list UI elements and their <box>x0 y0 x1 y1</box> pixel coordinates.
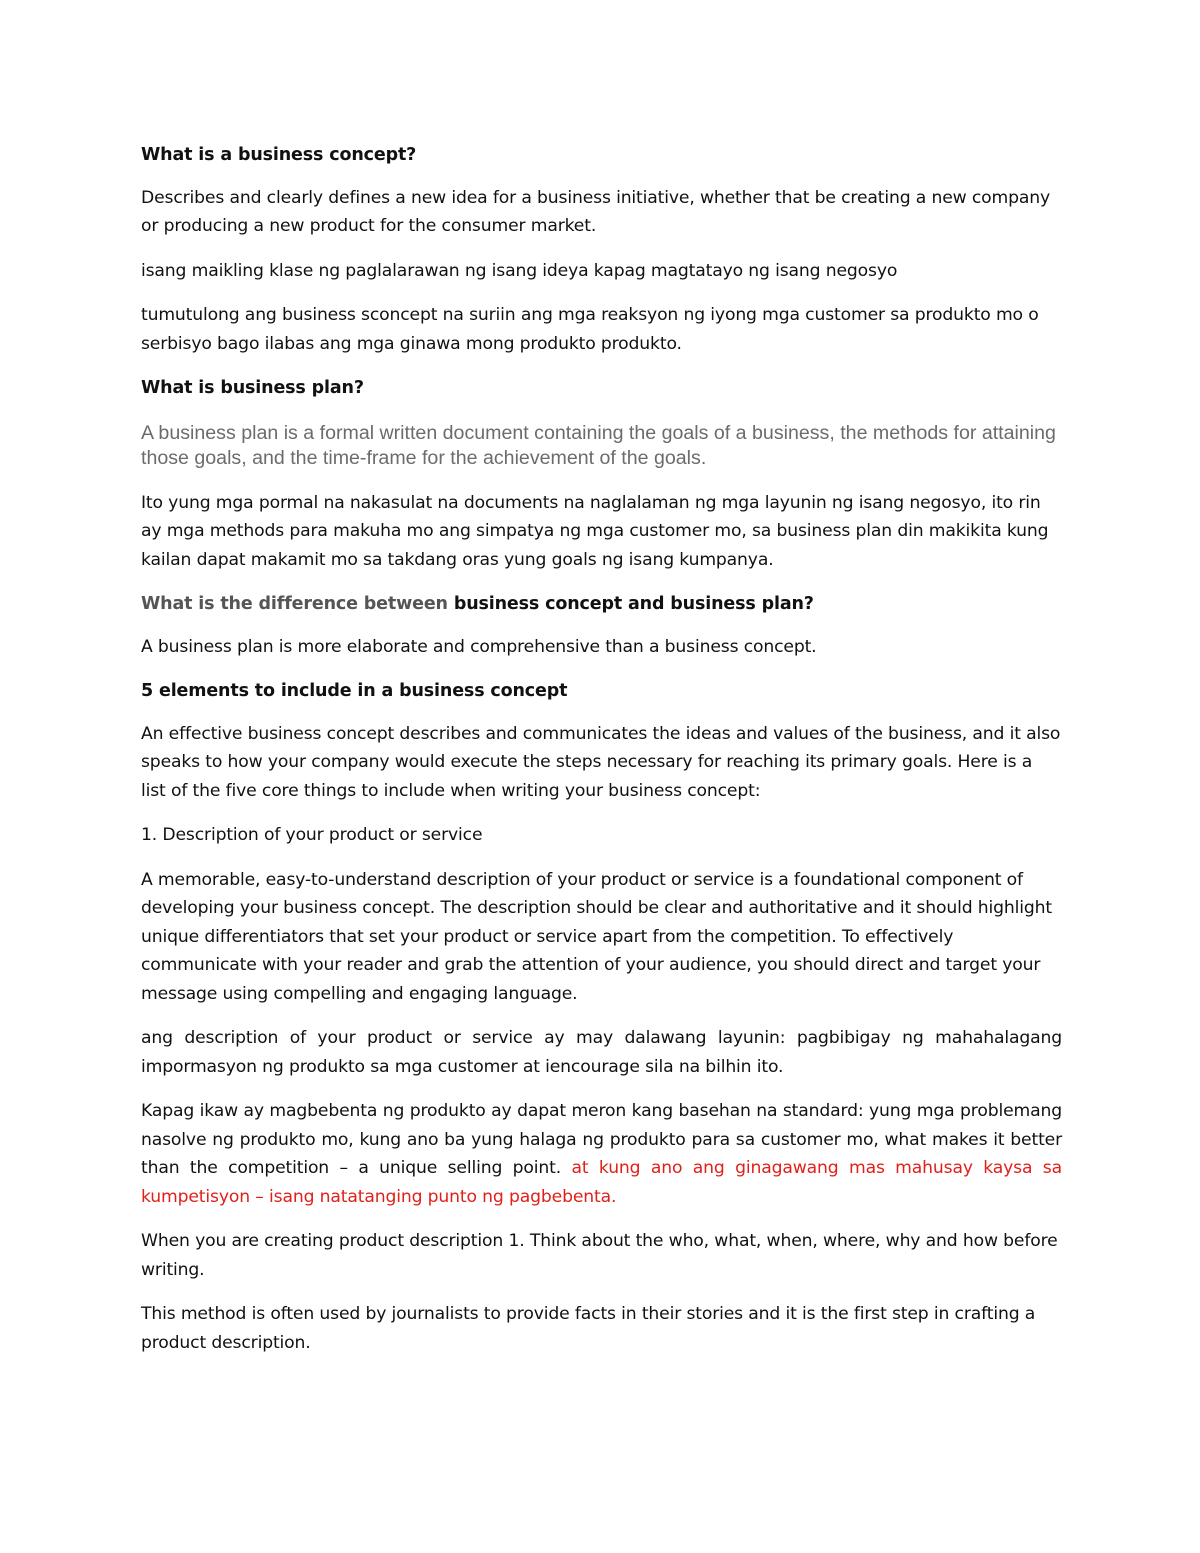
elements-intro: An effective business concept describes and communicates the ideas and values of the business, and it also speaks to how your company would execute the steps necessary for reaching its primary goals. Here is a list of the five core things to include when writing your business concept: <box>141 723 1061 801</box>
heading-difference-tail: business concept and business plan? <box>453 594 814 614</box>
concept-definition-tagalog: isang maikling klase ng paglalarawan ng isang ideya kapag magtatayo ng isang negosyo <box>141 260 898 281</box>
document-body <box>141 141 1062 1373</box>
selling-point-translation: at kung ano ang ginagawang mas mahusay kaysa sa kumpetisyon – isang natatanging punto ng pagbebenta. <box>141 1158 1062 1207</box>
plan-definition-english: A business plan is a formal written document containing the goals of a business, the methods for attaining those goals, and the time-frame for the achievement of the goals. <box>141 421 1056 469</box>
creating-description-paragraph: When you are creating product description 1. Think about the who, what, when, where, why and how before writing. <box>141 1231 1058 1280</box>
item-1-tagalog: ang description of your product or service ay may dalawang layunin: pagbibigay ng mahahalagang impormasyon ng produkto sa mga customer at iencourage sila na bilhin ito. <box>141 1028 1062 1077</box>
heading-five-elements: 5 elements to include in a business concept <box>141 681 568 701</box>
heading-difference <box>141 590 1062 619</box>
heading-business-plan: What is business plan? <box>141 378 364 398</box>
plan-definition-tagalog: Ito yung mga pormal na nakasulat na documents na naglalaman ng mga layunin ng isang negosyo, ito rin ay mga methods para makuha mo ang simpatya ng mga customer mo, sa business plan din makikita kung kailan dapat makamit mo sa takdang oras yung goals ng isang kumpanya. <box>141 492 1049 570</box>
selling-point-text: Kapag ikaw ay magbebenta ng produkto ay dapat meron kang basehan na standard: yung mga problemang nasolve ng produkto mo, kung ano ba yung halaga ng produkto para sa customer mo, what makes it better than the competition – a unique selling point. <box>141 1101 1062 1178</box>
item-1-title: 1. Description of your product or service <box>141 825 483 845</box>
heading-business-concept: What is a business concept? <box>141 145 417 165</box>
concept-purpose-tagalog: tumutulong ang business sconcept na suriin ang mga reaksyon ng iyong mga customer sa produkto mo o serbisyo bago ilabas ang mga ginawa mong produkto produkto. <box>141 305 1039 354</box>
heading-difference-lead: What is the difference between <box>141 594 448 614</box>
concept-definition-english: Describes and clearly defines a new idea for a business initiative, whether that be creating a new company or producing a new product for the consumer market. <box>141 187 1051 236</box>
journalist-method-paragraph: This method is often used by journalists to provide facts in their stories and it is the first step in crafting a product description. <box>141 1304 1036 1353</box>
difference-answer: A business plan is more elaborate and comprehensive than a business concept. <box>141 636 817 657</box>
item-1-body: A memorable, easy-to-understand description of your product or service is a foundational component of developing your business concept. The description should be clear and authoritative and it should highlight unique differentiators that set your product or service apart from the competition. To effectively communicate with your reader and grab the attention of your audience, you should direct and target your message using compelling and engaging language. <box>141 869 1052 1004</box>
selling-point-paragraph <box>141 1097 1062 1211</box>
